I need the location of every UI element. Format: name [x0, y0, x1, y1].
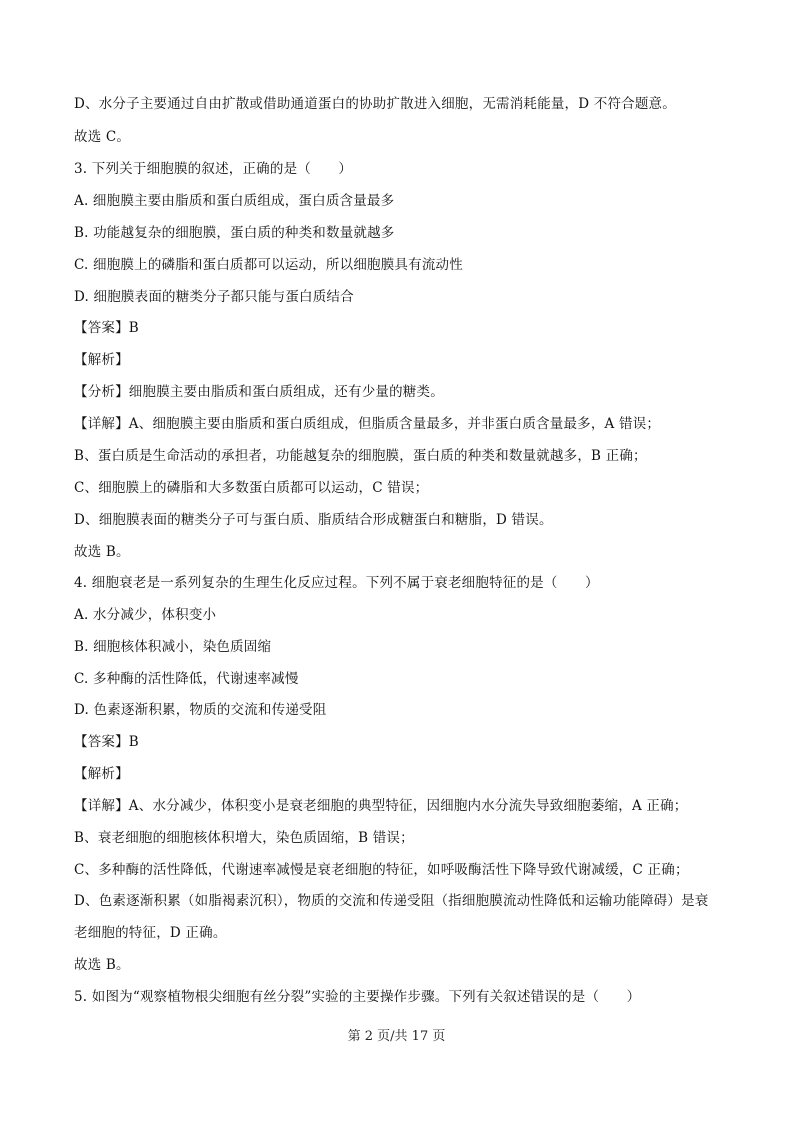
analysis-label: 【解析】 [74, 766, 129, 782]
option-b: B. 细胞核体积减小，染色质固缩 [74, 639, 272, 655]
answer-label: 【答案】B [74, 320, 139, 336]
text-line: D、细胞膜表面的糖类分子可与蛋白质、脂质结合形成糖蛋白和糖脂，D 错误。 [74, 512, 553, 528]
option-b: B. 功能越复杂的细胞膜，蛋白质的种类和数量就越多 [74, 225, 395, 241]
answer-label: 【答案】B [74, 734, 139, 750]
text-line: C、多种酶的活性降低，代谢速率减慢是衰老细胞的特征，如呼吸酶活性下降导致代谢减缓，C 正确； [74, 862, 689, 878]
text-line: C、细胞膜上的磷脂和大多数蛋白质都可以运动，C 错误； [74, 480, 429, 496]
question-3-stem: 3. 下列关于细胞膜的叙述，正确的是（ ） [74, 161, 353, 177]
analysis-label: 【解析】 [74, 352, 129, 368]
text-line: B、衰老细胞的细胞核体积增大，染色质固缩，B 错误； [74, 830, 414, 846]
text-line: 故选 B。 [74, 544, 130, 560]
text-line: B、蛋白质是生命活动的承担者，功能越复杂的细胞膜，蛋白质的种类和数量就越多，B 正确； [74, 448, 647, 464]
question-4-stem: 4. 细胞衰老是一系列复杂的生理生化反应过程。下列不属于衰老细胞特征的是（ ） [74, 575, 599, 591]
text-line: 故选 C。 [74, 129, 131, 145]
text-line: D、水分子主要通过自由扩散或借助通道蛋白的协助扩散进入细胞，无需消耗能量，D 不符合题意。 [74, 96, 676, 112]
text-line: 【详解】A、细胞膜主要由脂质和蛋白质组成，但脂质含量最多，并非蛋白质含量最多，A 错误； [74, 416, 661, 432]
question-5-stem: 5. 如图为“观察植物根尖细胞有丝分裂”实验的主要操作步骤。下列有关叙述错误的是（ ） [74, 989, 641, 1005]
text-line: 【详解】A、水分减少，体积变小是衰老细胞的典型特征，因细胞内水分流失导致细胞萎缩，A 正确； [74, 798, 688, 814]
text-line: 【分析】细胞膜主要由脂质和蛋白质组成，还有少量的糖类。 [74, 384, 444, 400]
option-a: A. 水分减少，体积变小 [74, 607, 217, 623]
option-c: C. 多种酶的活性降低，代谢速率减慢 [74, 671, 299, 687]
option-c: C. 细胞膜上的磷脂和蛋白质都可以运动，所以细胞膜具有流动性 [74, 257, 463, 273]
text-line: 故选 B。 [74, 957, 130, 973]
option-d: D. 细胞膜表面的糖类分子都只能与蛋白质结合 [74, 289, 354, 305]
text-line: 老细胞的特征，D 正确。 [74, 925, 227, 941]
page-footer: 第 2 页/共 17 页 [347, 1029, 446, 1044]
text-line: D、色素逐渐积累（如脂褐素沉积），物质的交流和传递受阻（指细胞膜流动性降低和运输功能障碍）是衰 [74, 893, 709, 909]
option-d: D. 色素逐渐积累，物质的交流和传递受阻 [74, 702, 327, 718]
option-a: A. 细胞膜主要由脂质和蛋白质组成，蛋白质含量最多 [74, 193, 395, 209]
